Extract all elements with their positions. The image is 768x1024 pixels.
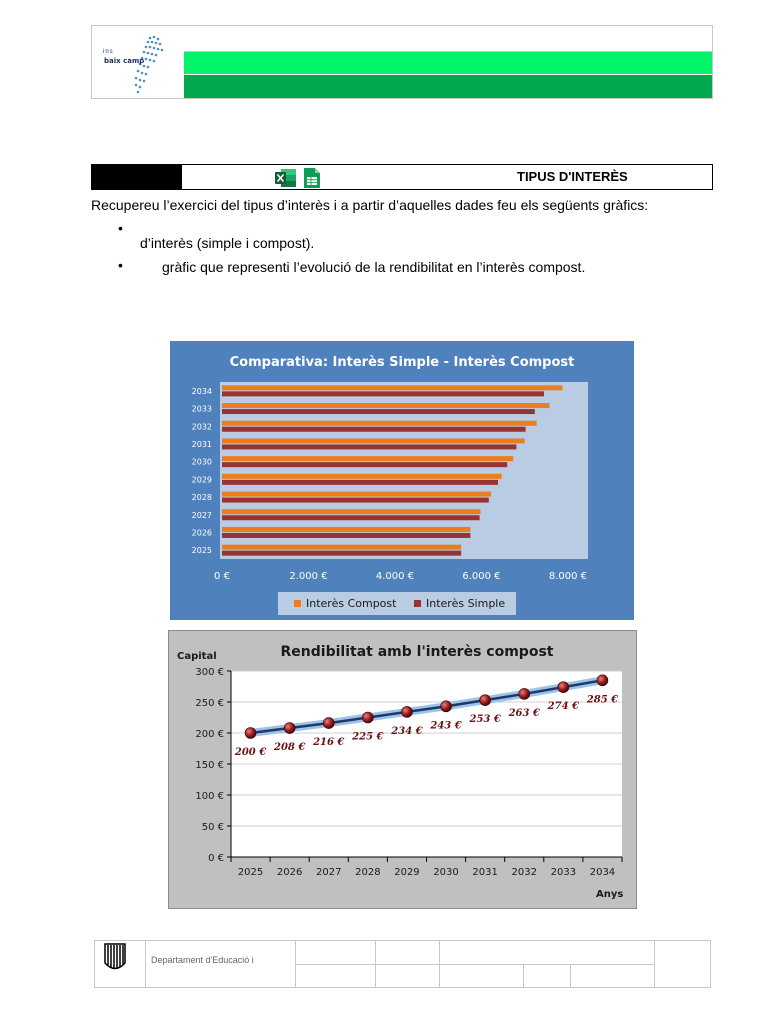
y-tick-label: 300 € <box>195 667 224 678</box>
bar-simple-2027 <box>222 515 480 520</box>
legend-label-simple: Interès Simple <box>426 597 506 610</box>
header-row-dark-green <box>184 75 712 98</box>
data-label: 274 € <box>547 701 580 713</box>
data-point-2034 <box>597 675 608 686</box>
list-item-2: gràfic que representi l’evolució de la rendibilitat en l’interès compost. <box>162 259 586 275</box>
bar-compost-2033 <box>222 403 550 408</box>
x-tick-label: 2029 <box>394 867 420 878</box>
generalitat-emblem <box>95 941 146 987</box>
comparison-bar-chart <box>170 341 634 620</box>
intro-paragraph: Recupereu l’exercici del tipus d’interès i a partir d’aquelles dades feu els següents gràfics: <box>91 197 649 213</box>
footer-divider <box>570 964 571 987</box>
x-tick-label: 4.000 € <box>375 571 415 582</box>
data-label: 216 € <box>313 737 345 749</box>
bar-simple-2026 <box>222 533 470 538</box>
y-tick-label: 2032 <box>191 422 212 432</box>
data-label: 234 € <box>391 725 423 737</box>
y-tick-label: 2029 <box>191 475 212 485</box>
x-tick-label: 2034 <box>589 867 616 878</box>
bar-compost-2028 <box>222 492 491 497</box>
y-tick-label: 2025 <box>191 546 212 556</box>
document-header <box>91 25 713 99</box>
bar-compost-2030 <box>222 456 513 461</box>
footer-divider <box>523 964 524 987</box>
y-tick-label: 2031 <box>191 439 212 449</box>
y-tick-label: 50 € <box>201 822 224 833</box>
bar-compost-2031 <box>222 438 525 443</box>
title-bar-black-block <box>92 165 182 189</box>
google-sheets-icon <box>302 167 322 189</box>
bar-compost-2034 <box>222 385 562 390</box>
data-point-2029 <box>401 706 412 717</box>
y-tick-label: 2028 <box>191 493 212 503</box>
header-row-white <box>184 26 712 52</box>
legend-label-compost: Interès Compost <box>306 597 397 610</box>
y-tick-label: 250 € <box>195 698 224 709</box>
excel-icon <box>275 168 297 188</box>
bar-simple-2028 <box>222 498 489 503</box>
bar-compost-2032 <box>222 421 537 426</box>
x-tick-label: 2031 <box>472 867 498 878</box>
logo-text: baix camp <box>104 57 145 65</box>
bar-simple-2032 <box>222 427 526 432</box>
data-label: 253 € <box>469 714 501 726</box>
chart-title: Comparativa: Interès Simple - Interès Compost <box>229 355 575 370</box>
section-title: TIPUS D'INTERÈS <box>517 169 628 184</box>
bar-compost-2027 <box>222 509 481 514</box>
y-tick-label: 200 € <box>195 729 224 740</box>
x-tick-label: 2028 <box>355 867 381 878</box>
data-label: 225 € <box>352 731 384 743</box>
bar-compost-2029 <box>222 474 502 479</box>
y-tick-label: 2034 <box>191 386 212 396</box>
data-label: 285 € <box>586 694 619 706</box>
bullet-marker: • <box>118 220 123 236</box>
data-label: 263 € <box>508 707 540 719</box>
x-tick-label: 2.000 € <box>289 571 328 582</box>
data-point-2031 <box>480 695 491 706</box>
y-tick-label: 2027 <box>191 510 212 520</box>
bar-simple-2029 <box>222 480 498 485</box>
department-name: Departament d'Educació i <box>151 955 254 965</box>
data-label: 243 € <box>430 720 462 732</box>
data-label: 200 € <box>234 747 267 758</box>
x-tick-label: 2025 <box>237 867 264 878</box>
legend-swatch-simple <box>414 600 421 607</box>
chart-title: Rendibilitat amb l'interès compost <box>280 644 554 660</box>
footer-divider <box>654 941 655 987</box>
bullet-marker: • <box>118 257 123 273</box>
x-tick-label: 8.000 € <box>548 571 588 582</box>
bar-compost-2025 <box>222 545 461 550</box>
header-row-light-green <box>184 52 712 74</box>
x-tick-label: 2030 <box>433 867 459 878</box>
x-tick-label: 2033 <box>550 867 577 878</box>
logo-mark: ins <box>103 49 114 55</box>
bar-simple-2025 <box>222 551 461 556</box>
x-tick-label: 2032 <box>511 867 537 878</box>
bar-simple-2033 <box>222 409 535 414</box>
data-point-2033 <box>558 682 569 693</box>
y-tick-label: 2030 <box>191 457 212 467</box>
data-point-2026 <box>284 723 295 734</box>
school-logo <box>92 26 185 98</box>
y-tick-label: 0 € <box>208 853 224 864</box>
plot-area <box>220 382 588 559</box>
list-item-1: d’interès (simple i compost). <box>140 235 315 251</box>
catalan-coat-of-arms-icon <box>95 941 145 987</box>
data-point-2032 <box>519 688 530 699</box>
data-point-2028 <box>362 712 373 723</box>
bar-compost-2026 <box>222 527 470 532</box>
y-tick-label: 150 € <box>195 760 224 771</box>
bar-simple-2031 <box>222 444 516 449</box>
legend-swatch-compost <box>294 600 301 607</box>
data-point-2025 <box>245 728 256 739</box>
data-point-2027 <box>323 718 334 729</box>
footer-divider <box>295 964 654 965</box>
x-tick-label: 0 € <box>214 571 230 582</box>
bar-simple-2030 <box>222 462 507 467</box>
x-tick-label: 2026 <box>276 867 303 878</box>
y-tick-label: 100 € <box>195 791 224 802</box>
x-axis-label: Anys <box>596 889 624 900</box>
y-axis-label: Capital <box>177 651 217 662</box>
x-tick-label: 2027 <box>316 867 342 878</box>
section-title-bar <box>91 164 713 190</box>
data-label: 208 € <box>273 742 306 754</box>
y-tick-label: 2026 <box>191 528 212 538</box>
x-tick-label: 6.000 € <box>462 571 501 582</box>
document-footer <box>94 940 711 988</box>
y-tick-label: 2033 <box>191 404 212 414</box>
bar-simple-2034 <box>222 391 544 396</box>
compound-interest-line-chart <box>168 630 637 909</box>
data-point-2030 <box>441 701 452 712</box>
